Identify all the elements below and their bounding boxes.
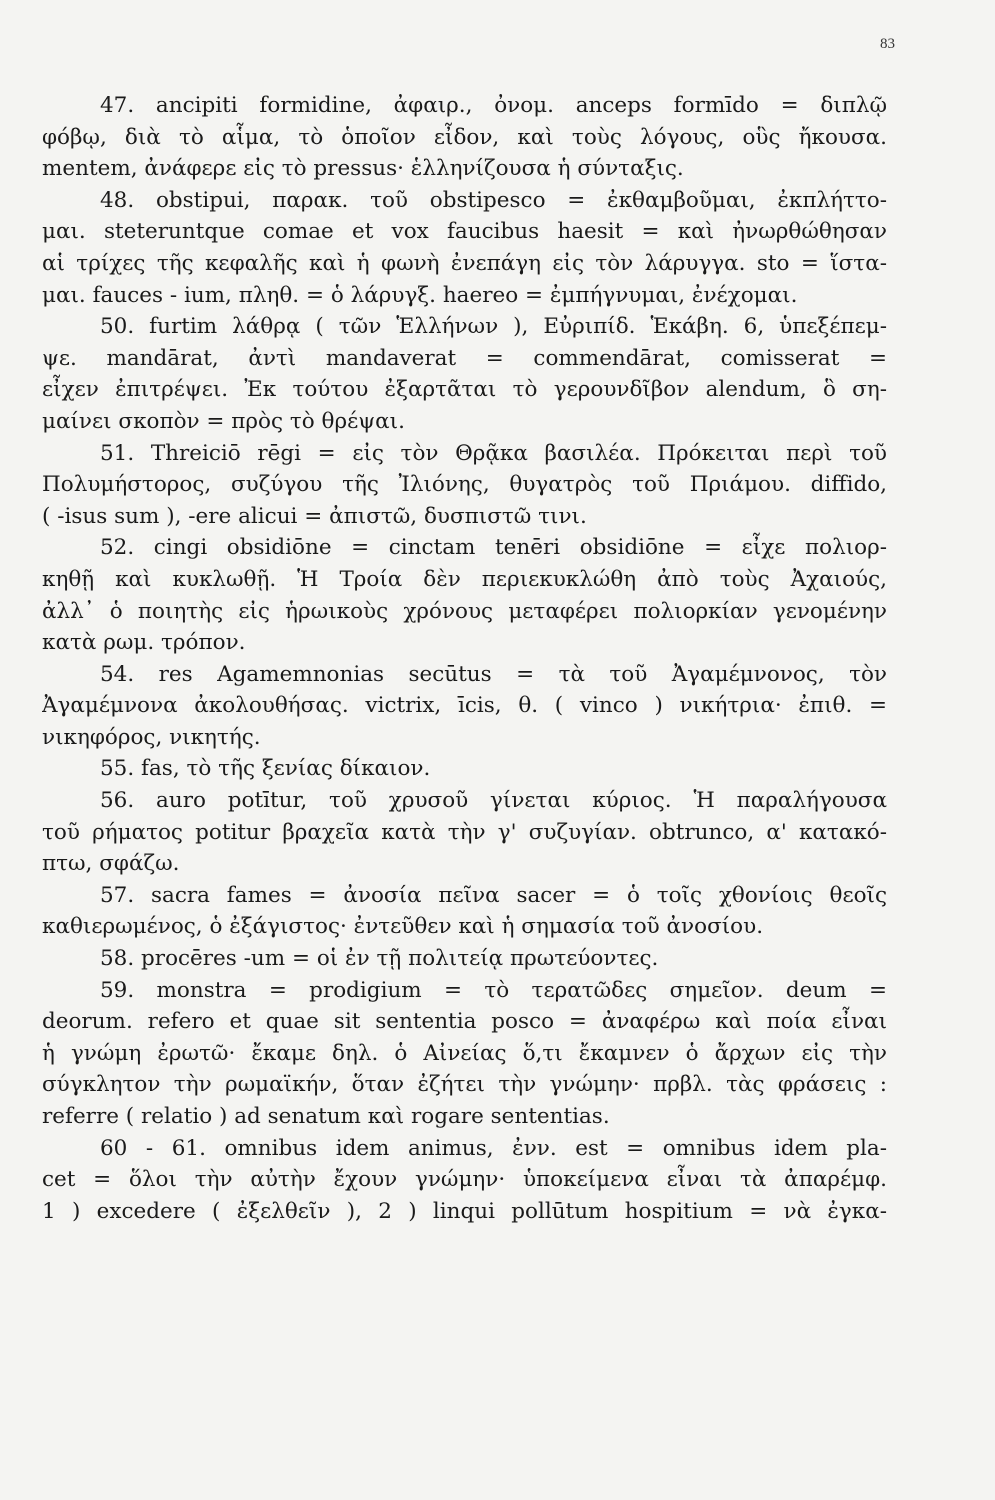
text-line: 54. res Agamemnonias secūtus = τὰ τοῦ Ἀγαμέμνονος, τὸν xyxy=(100,661,887,687)
page-number: 83 xyxy=(880,36,895,52)
text-line: τοῦ ρήματος potitur βραχεῖα κατὰ τὴν γ' συζυγίαν. obtrunco, α' κατακό- xyxy=(42,819,887,845)
text-line: 52. cingi obsidiōne = cinctam tenēri obsidiōne = εἶχε πολιορ- xyxy=(100,535,887,561)
text-line: ( -isus sum ), -ere alicui = ἀπιστῶ, δυσπιστῶ τινι. xyxy=(42,503,587,529)
text-line: Ἀγαμέμνονα ἀκολουθήσας. victrix, īcis, θ. ( vinco ) νικήτρια· ἐπιθ. = xyxy=(42,693,887,719)
text-line: καθιερωμένος, ὁ ἐξάγιστος· ἐντεῦθεν καὶ ἡ σημασία τοῦ ἀνοσίου. xyxy=(42,914,764,940)
text-line: αἱ τρίχες τῆς κεφαλῆς καὶ ἡ φωνὴ ἐνεπάγη εἰς τὸν λάρυγγα. sto = ἵστα- xyxy=(42,250,887,276)
text-line: 48. obstipui, παρακ. τοῦ obstipesco = ἐκθαμβοῦμαι, ἐκπλήττο- xyxy=(100,187,887,213)
text-line: 47. ancipiti formidine, ἀφαιρ., ὀνομ. anceps formīdo = διπλῷ xyxy=(100,93,887,118)
text-line: 1 ) excedere ( ἐξελθεῖν ), 2 ) linqui pollūtum hospitium = νὰ ἐγκα- xyxy=(42,1198,887,1224)
text-line: Πολυμήστορος, συζύγου τῆς Ἰλιόνης, θυγατρὸς τοῦ Πριάμου. diffido, xyxy=(42,472,887,498)
text-line: ψε. mandārat, ἀντὶ mandaverat = commendārat, comisserat = xyxy=(42,345,887,371)
text-line: εἶχεν ἐπιτρέψει. Ἐκ τούτου ἐξαρτᾶται τὸ γερουνδῖβον alendum, ὃ ση- xyxy=(42,377,887,403)
text-line: πτω, σφάζω. xyxy=(42,851,180,877)
text-line: cet = ὅλοι τὴν αὐτὴν ἔχουν γνώμην· ὑποκείμενα εἶναι τὰ ἀπαρέμφ. xyxy=(42,1167,887,1193)
text-line: 56. auro potītur, τοῦ χρυσοῦ γίνεται κύριος. Ἡ παραλήγουσα xyxy=(100,788,887,814)
text-line: σύγκλητον τὴν ρωμαϊκήν, ὅταν ἐζήτει τὴν γνώμην· πρβλ. τὰς φράσεις : xyxy=(42,1072,887,1098)
text-line: ἡ γνώμη ἐρωτῶ· ἔκαμε δηλ. ὁ Αἰνείας ὅ,τι ἔκαμνεν ὁ ἄρχων εἰς τὴν xyxy=(42,1040,887,1066)
text-line: 60 - 61. omnibus idem animus, ἐνν. est = omnibus idem pla- xyxy=(100,1135,887,1161)
text-line: deorum. refero et quae sit sententia posco = ἀναφέρω καὶ ποία εἶναι xyxy=(42,1009,887,1035)
text-line: 51. Threiciō rēgi = εἰς τὸν Θρᾷκα βασιλέα. Πρόκειται περὶ τοῦ xyxy=(100,440,887,466)
text-line: νικηφόρος, νικητής. xyxy=(42,724,261,750)
text-line: μαι. steteruntque comae et vox faucibus haesit = καὶ ἠνωρθώθησαν xyxy=(42,219,887,245)
text-line: 55. fas, τὸ τῆς ξενίας δίκαιον. xyxy=(100,756,431,782)
text-line: κηθῇ καὶ κυκλωθῇ. Ἡ Τροία δὲν περιεκυκλώθη ἀπὸ τοὺς Ἀχαιούς, xyxy=(42,566,887,592)
text-line: 58. procēres -um = οἱ ἐν τῇ πολιτείᾳ πρωτεύοντες. xyxy=(100,946,659,972)
text-line: κατὰ ρωμ. τρόπον. xyxy=(42,630,246,656)
text-line: referre ( relatio ) ad senatum καὶ rogare sententias. xyxy=(42,1104,610,1129)
text-line: ἀλλ᾽ ὁ ποιητὴς εἰς ἡρωικοὺς χρόνους μεταφέρει πολιορκίαν γενομένην xyxy=(42,598,887,624)
text-line: mentem, ἀνάφερε εἰς τὸ pressus· ἑλληνίζουσα ἡ σύνταξις. xyxy=(42,156,684,182)
text-line: μαίνει σκοπὸν = πρὸς τὸ θρέψαι. xyxy=(42,408,405,434)
text-line: 59. monstra = prodigium = τὸ τερατῶδες σημεῖον. deum = xyxy=(100,977,887,1003)
text-line: 57. sacra fames = ἀνοσία πεῖνα sacer = ὁ τοῖς χθονίοις θεοῖς xyxy=(100,882,887,908)
commentary-text xyxy=(42,90,887,1227)
text-line: φόβῳ, διὰ τὸ αἷμα, τὸ ὁποῖον εἶδον, καὶ τοὺς λόγους, οὓς ἤκουσα. xyxy=(42,124,887,150)
text-line: 50. furtim λάθρᾳ ( τῶν Ἑλλήνων ), Εὐριπίδ. Ἑκάβη. 6, ὑπεξέπεμ- xyxy=(100,314,887,340)
text-line: μαι. fauces - ium, πληθ. = ὁ λάρυγξ. haereo = ἐμπήγνυμαι, ἐνέχομαι. xyxy=(42,282,798,308)
